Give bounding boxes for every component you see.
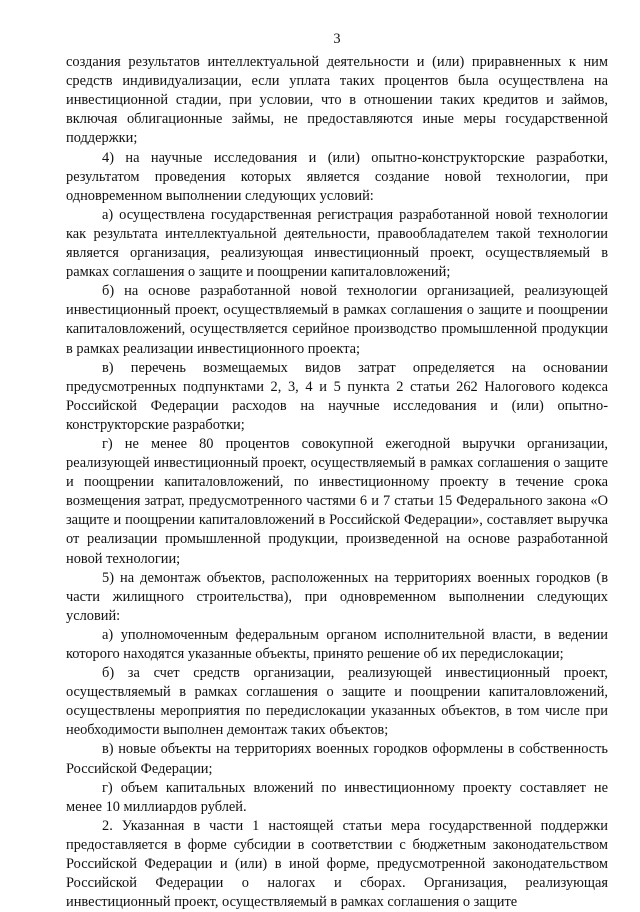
paragraph-part-2: 2. Указанная в части 1 настоящей статьи мера государственной поддержки предоставляется в форме субсидии в соответствии с бюджетным законодательством Российской Федерации и (или) в иной форме, предусмотренной законодательством Российской Федерации о налогах и сборах. Организация, реализующая инвестиционный проект, осуществляемый в рамках соглашения о защите (66, 817, 608, 911)
paragraph-item-4v: в) перечень возмещаемых видов затрат определяется на основании предусмотренных подпунктами 2, 3, 4 и 5 пункта 2 статьи 262 Налогового кодекса Российской Федерации расходов на научные исследования и (или) опытно-конструкторские разработки; (66, 359, 608, 433)
paragraph-continuation: создания результатов интеллектуальной деятельности и (или) приравненных к ним средств индивидуализации, если уплата таких процентов была осуществлена на инвестиционной стадии, при условии, что в отношении таких кредитов и займов, включая облигационные займы, не предоставляются иные меры государственной поддержки; (66, 54, 608, 147)
paragraph-item-5v: в) новые объекты на территориях военных городков оформлены в собственность Российской Федерации; (66, 741, 608, 777)
paragraph-item-4a: а) осуществлена государственная регистрация разработанной новой технологии как результата интеллектуальной деятельности, правообладателем такой технологии является организация, реализующая инвестиционный проект, осуществляемый в рамках соглашения о защите и поощрении капиталовложений; (66, 206, 608, 281)
paragraph-item-4g: г) не менее 80 процентов совокупной ежегодной выручки организации, реализующей инвестиционный проект, осуществляемый в рамках соглашения о защите и поощрении капиталовложений, по инвестиционному проекту в течение срока возмещения затрат, предусмотренного частями 6 и 7 статьи 15 Федерального закона «О защите и поощрении капиталовложений в Российской Федерации», составляет выручка от реализации промышленной продукции, произведенной на основе разработанной новой технологии; (66, 435, 608, 567)
paragraph-item-4: 4) на научные исследования и (или) опытно-конструкторские разработки, результатом проведения которых является создание новой технологии, при одновременном выполнении следующих условий: (66, 149, 608, 204)
paragraph-item-5b: б) за счет средств организации, реализующей инвестиционный проект, осуществляемый в рамках соглашения о защите и поощрении капиталовложений, осуществлены мероприятия по передислокации указанных объектов, в том числе при необходимости выполнен демонтаж таких объектов; (66, 665, 608, 739)
paragraph-item-4b: б) на основе разработанной новой технологии организацией, реализующей инвестиционный проект, осуществляемый в рамках соглашения о защите и поощрении капиталовложений, осуществляется серийное производство промышленной продукции в рамках реализации инвестиционного проекта; (66, 283, 608, 357)
page-number: 3 (333, 31, 341, 47)
document-page (66, 30, 608, 912)
paragraph-item-5a: а) уполномоченным федеральным органом исполнительной власти, в ведении которого находятся указанные объекты, принято решение об их передислокации; (66, 626, 608, 662)
paragraph-item-5g: г) объем капитальных вложений по инвестиционному проекту составляет не менее 10 миллиардов рублей. (66, 779, 608, 815)
paragraph-item-5: 5) на демонтаж объектов, расположенных на территориях военных городков (в части жилищного строительства), при одновременном выполнении следующих условий: (66, 569, 608, 624)
